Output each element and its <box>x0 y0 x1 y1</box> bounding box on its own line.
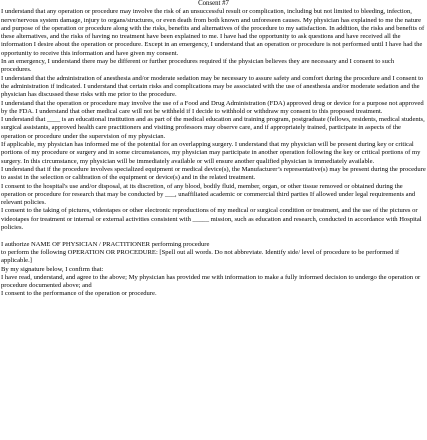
authorization-line: I authorize NAME OF PHYSICIAN / PRACTITIONER performing procedure <box>1 240 210 248</box>
emergency-paragraph: In an emergency, I understand there may be different or further procedures required if the physician believes they are necessary and I consent to such procedures. <box>1 58 395 74</box>
section-spacer <box>1 232 426 240</box>
signature-intro: By my signature below, I confirm that: <box>1 265 104 273</box>
risk-paragraph: I understand that any operation or procedure may involve the risk of an unsuccessful result or complication, including but not limited to bleeding, infection, nerve/nervous system damage, injury to organs/structures, or even death from both known and unforeseen causes. My physician has explained to me the nature and purpose of the operation or procedure along with the risks, benefits and alternatives of the procedure to my satisfaction. In addition, the risks and benefits of these alternatives, and the risks of having no treatment have been explained to me. I have had the opportunity to ask questions and have received all the information I desire about the operation or procedure. Except in an emergency, I understand that an operation or procedure is not performed until I have had the opportunity to receive this information and have given my consent. <box>1 8 425 57</box>
overlapping-surgery-paragraph: If applicable, my physician has informed me of the potential for an overlapping surgery. I understand that my physician will be present during key or critical portions of my procedure or surgery and in some circumstances, my physician may participate in another operation following the key or critical portions of my surgery. In this circumstance, my physician will be immediately available or will ensure another qualified physician is immediately available. <box>1 141 421 165</box>
device-representative-paragraph: I understand that if the procedure involves specialized equipment or medical device(s), the Manufacturer’s representative(s) may be present during the procedure to assist in the selection or calibration of the equipment or device(s) and in the related treatment. <box>1 165 426 182</box>
pictures-paragraph: I consent to the taking of pictures, videotapes or other electronic reproductions of my medical or surgical condition or treatment, and the use of the pictures or videotapes for treatment or internal or external activities consistent with _____ mission, such as education and research, conducted in accordance with Hospital policies. <box>1 207 422 232</box>
acknowledgement-line: I have read, understand, and agree to the above; My physician has provided me with information to make a fully informed decision to undergo the operation or procedure documented above; and <box>1 273 421 290</box>
tissue-disposal-paragraph: I consent to the hospital's use and/or disposal, at its discretion, of any blood, bodily fluid, member, organ, or other tissue removed or obtained during the operation or procedure for research that may be conducted by ___, unaffiliated academic or commercial third parties If allowed under legal requirements and relevant policies. <box>1 182 416 207</box>
document-title: Consent #7 <box>198 0 229 7</box>
procedure-line: to perform the following OPERATION OR PROCEDURE: [Spell out all words. Do not abbreviate. Identify side/ level of procedure to be performed if applicable.] <box>1 248 400 265</box>
anesthesia-paragraph: I understand that the administration of anesthesia and/or moderate sedation may be necessary to assure safety and comfort during the procedure and I consent to the administration if indicated. I understand that certain risks and complications may be associated with the use of anesthesia and/or moderate sedation and the physician has discussed these risks with me prior to the procedure. <box>1 74 424 99</box>
fda-paragraph: I understand that the operation or procedure may involve the use of a Food and Drug Administration (FDA) approved drug or device for a purpose not approved by the FDA. I understand that other medical care will not be withheld if I decide to withhold or withdraw my consent to this proposed treatment. <box>1 99 424 115</box>
education-paragraph: I understand that ____ is an educational institution and as part of the medical education and training program, postgraduate (fellows, residents, medical students, surgical assistants, approved health care practitioners and visiting professors may observe care, and if appropriately trained, participate in aspects of the operation or procedure under the supervision of my physician. <box>1 116 425 140</box>
consent-line: I consent to the performance of the operation or procedure. <box>1 290 157 298</box>
